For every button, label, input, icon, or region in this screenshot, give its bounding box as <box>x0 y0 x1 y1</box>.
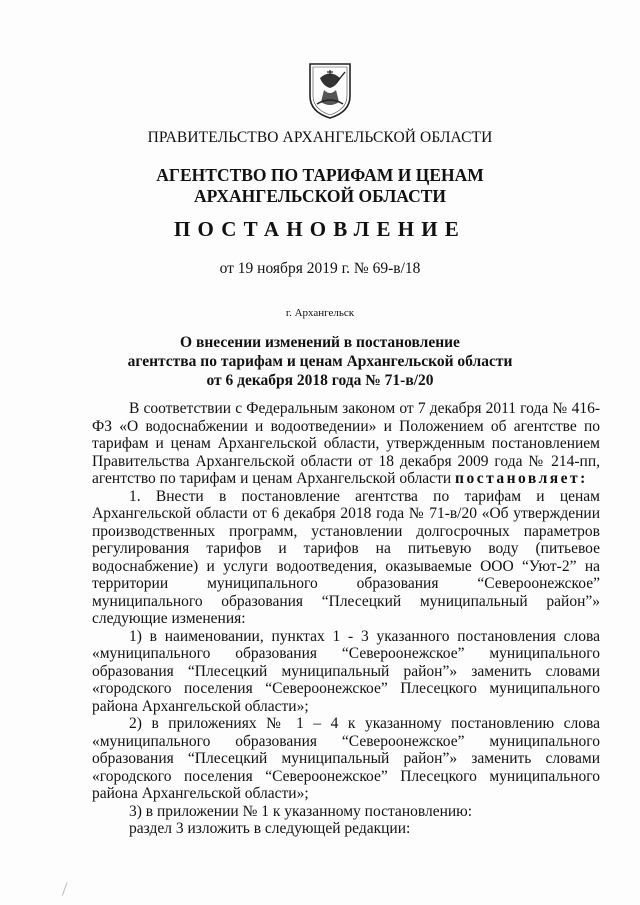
document-city: г. Архангельск <box>285 307 355 319</box>
agency-name-line2: АРХАНГЕЛЬСКОЙ ОБЛАСТИ <box>194 186 446 206</box>
subject-line3: от 6 декабря 2018 года № 71-в/20 <box>206 372 434 389</box>
document-date-number: от 19 ноября 2019 г. № 69-в/18 <box>219 260 421 277</box>
government-name: ПРАВИТЕЛЬСТВО АРХАНГЕЛЬСКОЙ ОБЛАСТИ <box>147 129 493 146</box>
subitem-1-paragraph: 1) в наименовании, пунктах 1 - 3 указанного постановления слова «муниципального образования “Североонежское” муниципального образования “Плесецкий муниципальный район”» заменить словами «городского поселения “Североонежское” Плесецкого муниципального района Архангельской области»; <box>92 627 600 715</box>
subitem-3-paragraph: 3) в приложении № 1 к указанному постановлению: <box>129 802 473 820</box>
resolves-word: постановляет: <box>455 470 588 487</box>
subitem-2-paragraph: 2) в приложениях № 1 – 4 к указанному постановлению слова «муниципального образования “Североонежское” муниципального образования “Плесецкий муниципальный район”» заменить словами «городского поселения “Североонежское” Плесецкого муниципального района Архангельской области»; <box>92 715 600 802</box>
subject-line1: О внесении изменений в постановление <box>180 334 460 351</box>
coat-of-arms-icon <box>307 60 353 120</box>
document-body <box>92 400 600 838</box>
intro-text: В соответствии с Федеральным законом от 7 декабря 2011 года № 416-ФЗ «О водоснабжении и водоотведении» и Положением об агентстве по тарифам и ценам Архангельской области, утвержденным постановлением Правительства Архангельской области от 18 декабря 2009 года № 214-пп, агентство по тарифам и ценам Архангельской области <box>92 400 600 487</box>
document-subject <box>0 333 640 390</box>
subject-line2: агентства по тарифам и ценам Архангельской области <box>127 353 513 370</box>
agency-name-line1: АГЕНТСТВО ПО ТАРИФАМ И ЦЕНАМ <box>156 165 484 185</box>
item-1-paragraph: 1. Внести в постановление агентства по тарифам и ценам Архангельской области от 6 декабря 2018 года № 71-в/20 «Об утверждении производственных программ, установлении долгосрочных параметров регулирования тарифов и тарифов на питьевую воду (питьевое водоснабжение) и услуги водоотведения, оказываемые ООО “Уют-2” на территории муниципального образования “Североонежское” муниципального образования “Плесецкий муниципальный район”» следующие изменения: <box>92 487 600 627</box>
agency-name <box>0 165 640 207</box>
subitem-3-section-paragraph: раздел 3 изложить в следующей редакции: <box>129 820 411 837</box>
scan-mark <box>62 882 73 898</box>
intro-paragraph <box>92 400 600 488</box>
document-type-title: ПОСТАНОВЛЕНИЕ <box>173 217 467 241</box>
